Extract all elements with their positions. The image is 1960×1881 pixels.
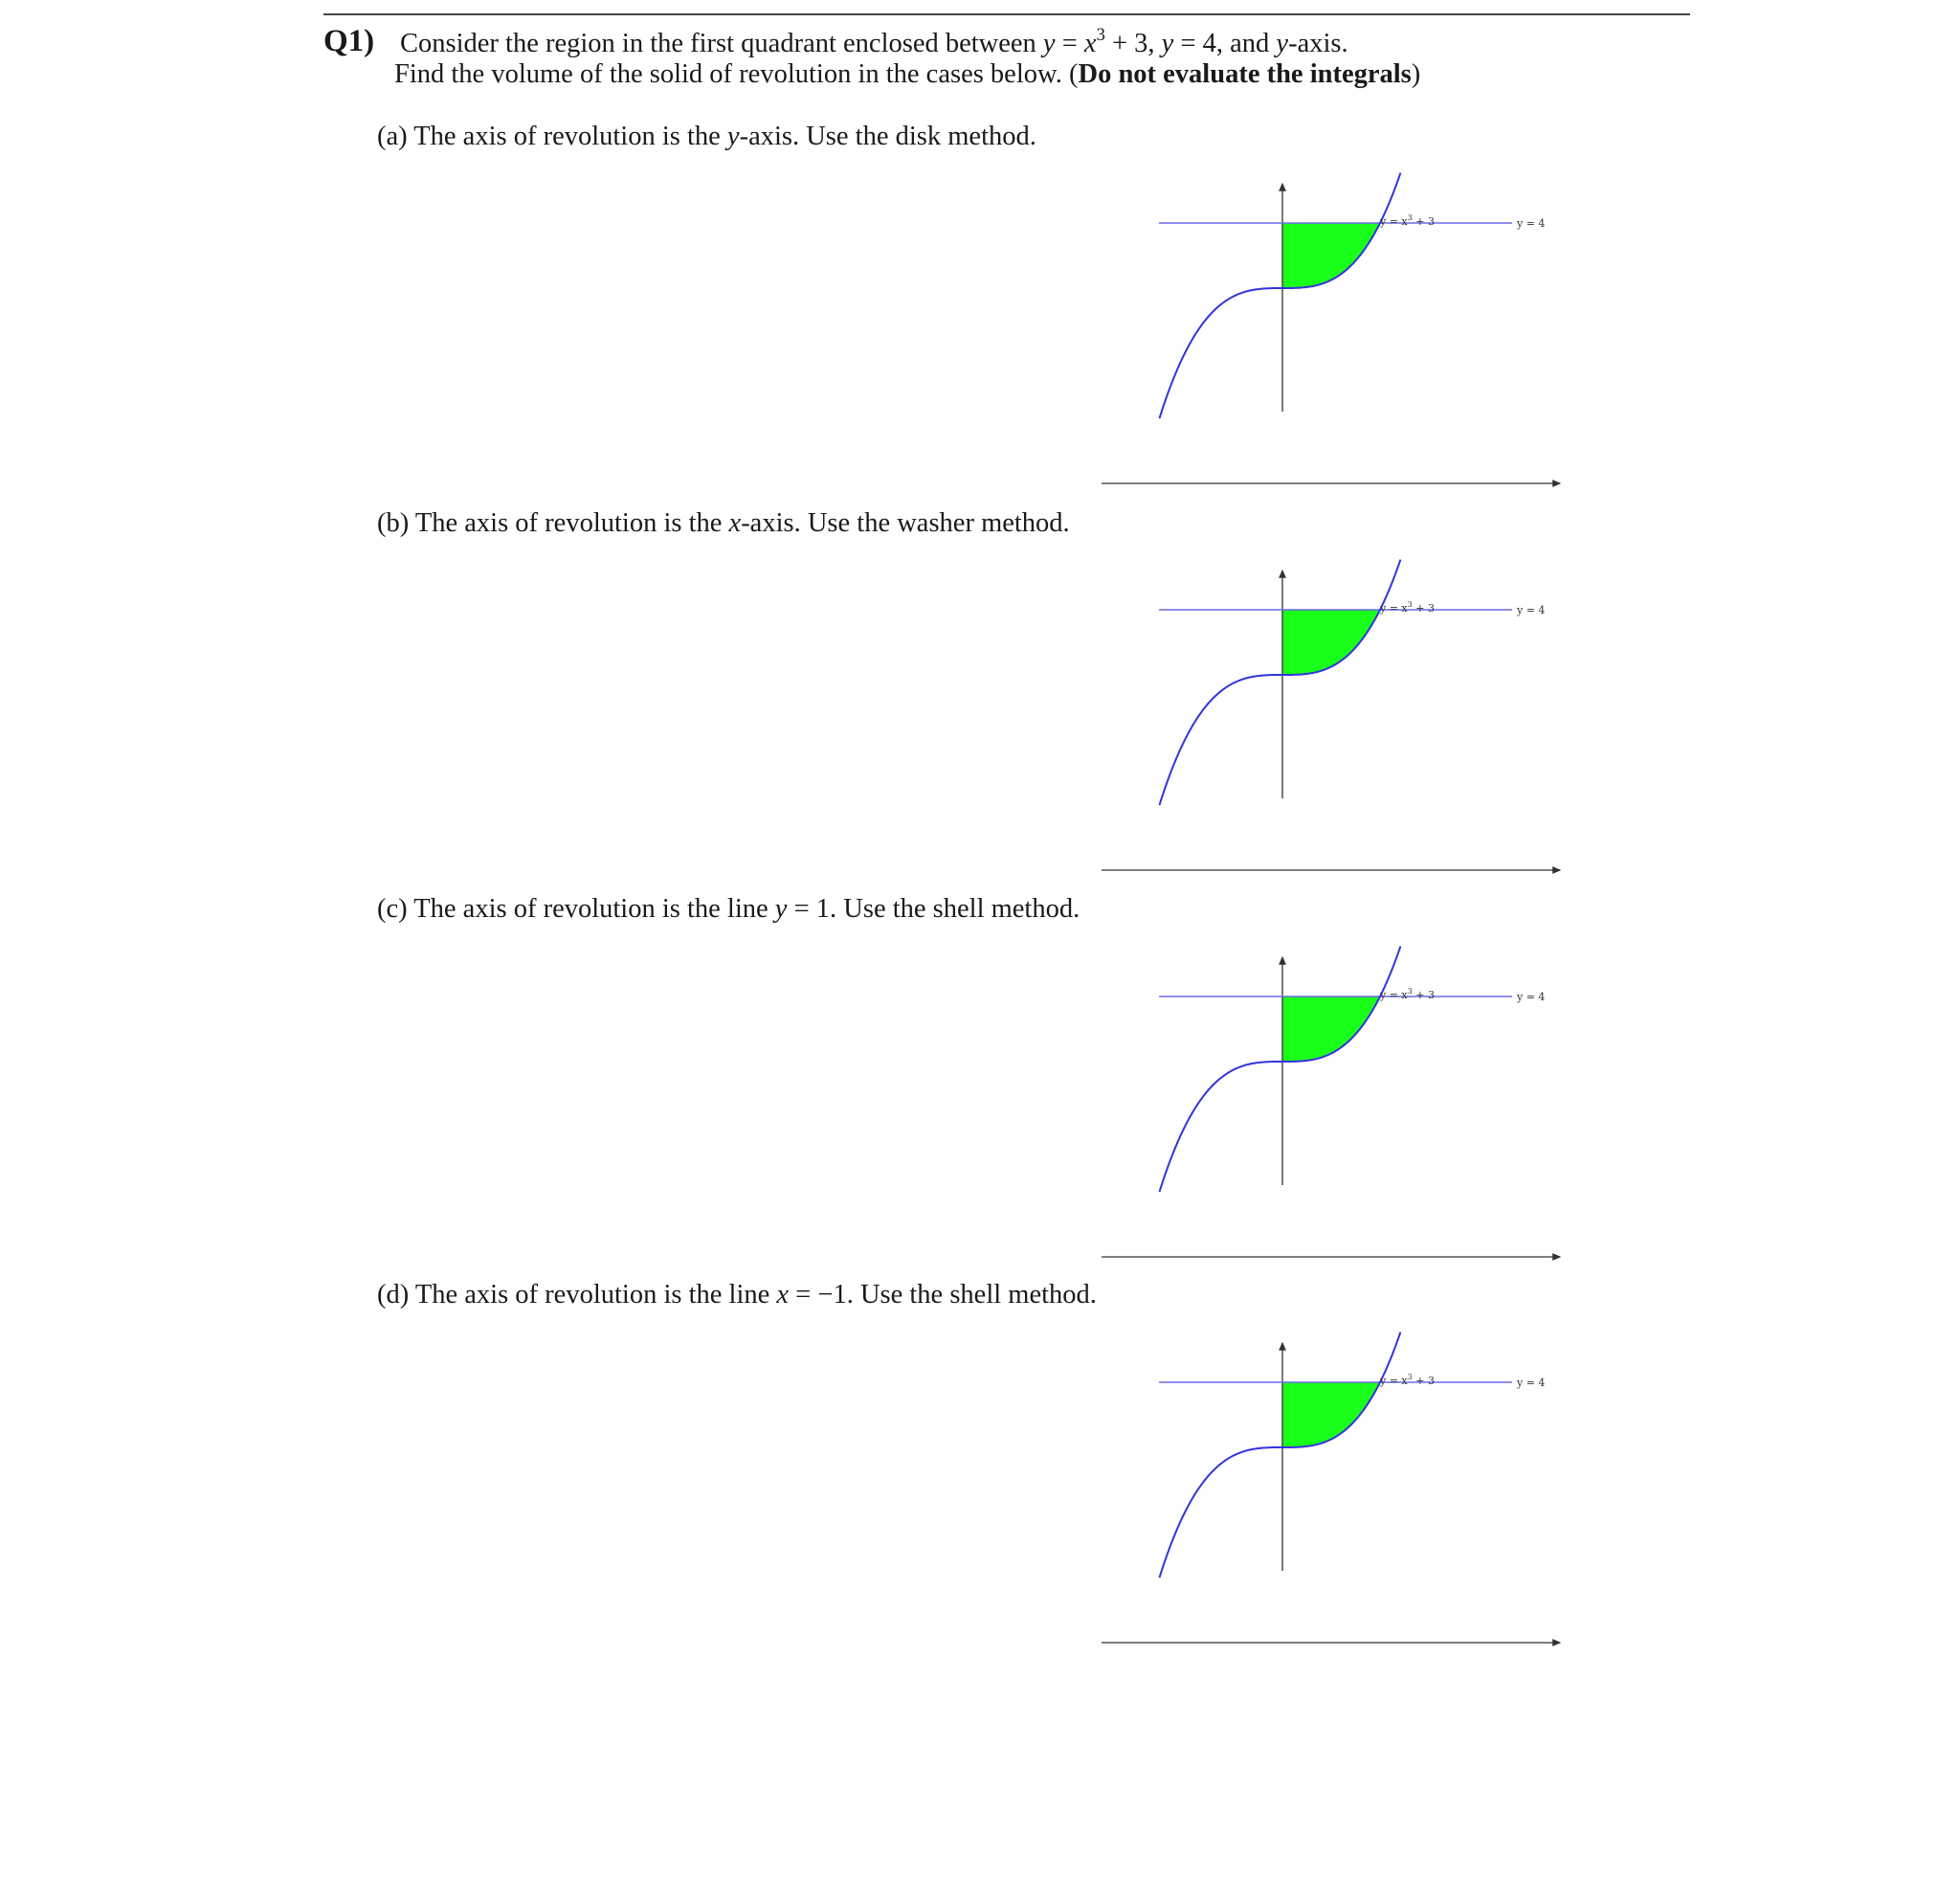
top-rule (323, 13, 1690, 15)
label-y-equals-4: y = 4 (1517, 1377, 1546, 1389)
graph-svg (1101, 951, 1579, 1190)
cubic-curve (1159, 947, 1400, 1193)
label-curve: $y = x^3 + 3$ (1380, 1373, 1435, 1387)
graph-svg (1101, 1336, 1579, 1576)
label-curve: $y = x^3 + 3$ (1380, 600, 1435, 615)
label-curve: $y = x^3 + 3$ (1380, 213, 1435, 228)
part-d-figure (1101, 1336, 1579, 1576)
graph-svg (1101, 177, 1579, 416)
instruction-bold: Do not evaluate the integrals (1078, 59, 1412, 89)
part-c-figure (1101, 951, 1579, 1190)
question-statement-line1: Consider the region in the first quadrant enclosed between $y = x^3 + 3$, y = 4, and y-axis. (400, 24, 1348, 58)
graph-svg (1101, 564, 1579, 803)
cubic-curve (1159, 560, 1400, 806)
shaded-region (1282, 996, 1380, 1062)
shaded-region (1282, 610, 1380, 675)
part-b-figure (1101, 564, 1579, 803)
cubic-curve (1159, 1332, 1400, 1579)
question-statement-line2: Find the volume of the solid of revolution in the cases below. (Do not evaluate the integrals) (394, 59, 1421, 89)
part-b-text: (b) The axis of revolution is the x-axis. Use the washer method. (377, 508, 1070, 538)
part-a-text: (a) The axis of revolution is the y-axis. Use the disk method. (377, 122, 1036, 151)
label-y-equals-4: y = 4 (1517, 604, 1546, 616)
part-a-figure (1101, 177, 1579, 416)
label-curve: $y = x^3 + 3$ (1380, 987, 1435, 1001)
part-c-text: (c) The axis of revolution is the line y = 1. Use the shell method. (377, 894, 1080, 924)
label-y-equals-4: y = 4 (1517, 991, 1546, 1003)
shaded-region (1282, 1382, 1380, 1447)
label-y-equals-4: y = 4 (1517, 217, 1546, 230)
question-label: Q1) (323, 24, 375, 58)
cubic-curve (1159, 173, 1400, 419)
part-d-text: (d) The axis of revolution is the line x = −1. Use the shell method. (377, 1280, 1097, 1310)
shaded-region (1282, 223, 1380, 288)
